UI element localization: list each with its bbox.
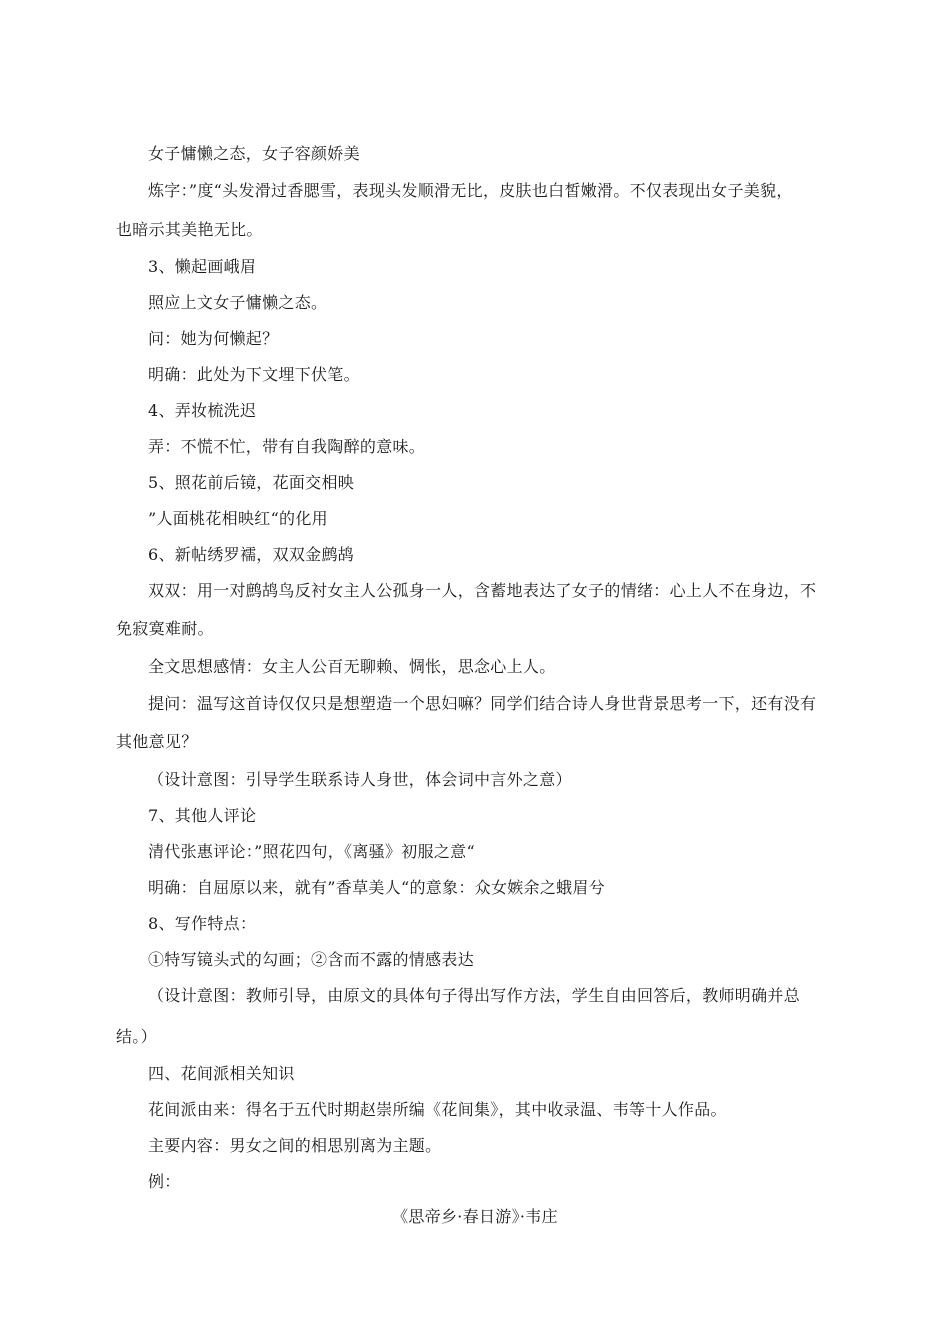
text-line: 清代张惠评论：”照花四句，《离骚》初服之意“: [148, 842, 475, 861]
list-heading: 4、弄妆梳洗迟: [148, 401, 257, 420]
text-line: 弄：不慌不忙，带有自我陶醉的意味。: [148, 437, 426, 456]
text-line: 提问：温写这首诗仅仅只是想塑造一个思妇嘛？同学们结合诗人身世背景思考一下，还有没有: [148, 694, 817, 713]
text-line: 明确：此处为下文埋下伏笔。: [148, 365, 360, 384]
text-line: 其他意见？: [116, 732, 198, 751]
text-line: 免寂寞难耐。: [116, 619, 214, 638]
text-line: 炼字：”度“头发滑过香腮雪，表现头发顺滑无比，皮肤也白皙嫩滑。不仅表现出女子美貌，: [148, 181, 793, 200]
list-heading: 6、新帖绣罗襦，双双金鹧鸪: [148, 545, 355, 564]
design-note: （设计意图：引导学生联系诗人身世，体会词中言外之意）: [148, 770, 572, 789]
text-line: ”人面桃花相映红“的化用: [148, 509, 328, 528]
text-line: 全文思想感情：女主人公百无聊赖、惆怅，思念心上人。: [148, 657, 556, 676]
text-line: 花间派由来：得名于五代时期赵崇所编《花间集》，其中收录温、韦等十人作品。: [148, 1100, 727, 1119]
text-line: 结。）: [116, 1027, 157, 1046]
text-line: 照应上文女子慵懒之态。: [148, 293, 328, 312]
poem-title: 《思帝乡·春日游》·韦庄: [392, 1207, 558, 1226]
list-heading: 7、其他人评论: [148, 806, 257, 825]
text-line: 例：: [148, 1172, 181, 1191]
list-heading: 5、照花前后镜，花面交相映: [148, 473, 355, 492]
text-line: 明确：自屈原以来，就有”香草美人“的意象：众女嫉余之蛾眉兮: [148, 878, 606, 897]
list-heading: 3、懒起画峨眉: [148, 257, 257, 276]
text-line: 也暗示其美艳无比。: [116, 220, 263, 239]
design-note: （设计意图：教师引导，由原文的具体句子得出写作方法，学生自由回答后，教师明确并总: [148, 986, 801, 1005]
text-line: ①特写镜头式的勾画；②含而不露的情感表达: [148, 950, 475, 969]
text-line: 女子慵懒之态，女子容颜娇美: [148, 144, 360, 163]
text-line: 问：她为何懒起？: [148, 329, 279, 348]
section-heading: 四、花间派相关知识: [148, 1064, 295, 1083]
text-line: 主要内容：男女之间的相思别离为主题。: [148, 1136, 442, 1155]
list-heading: 8、写作特点：: [148, 914, 257, 933]
text-line: 双双：用一对鹧鸪鸟反衬女主人公孤身一人，含蓄地表达了女子的情绪：心上人不在身边，不: [148, 581, 817, 600]
